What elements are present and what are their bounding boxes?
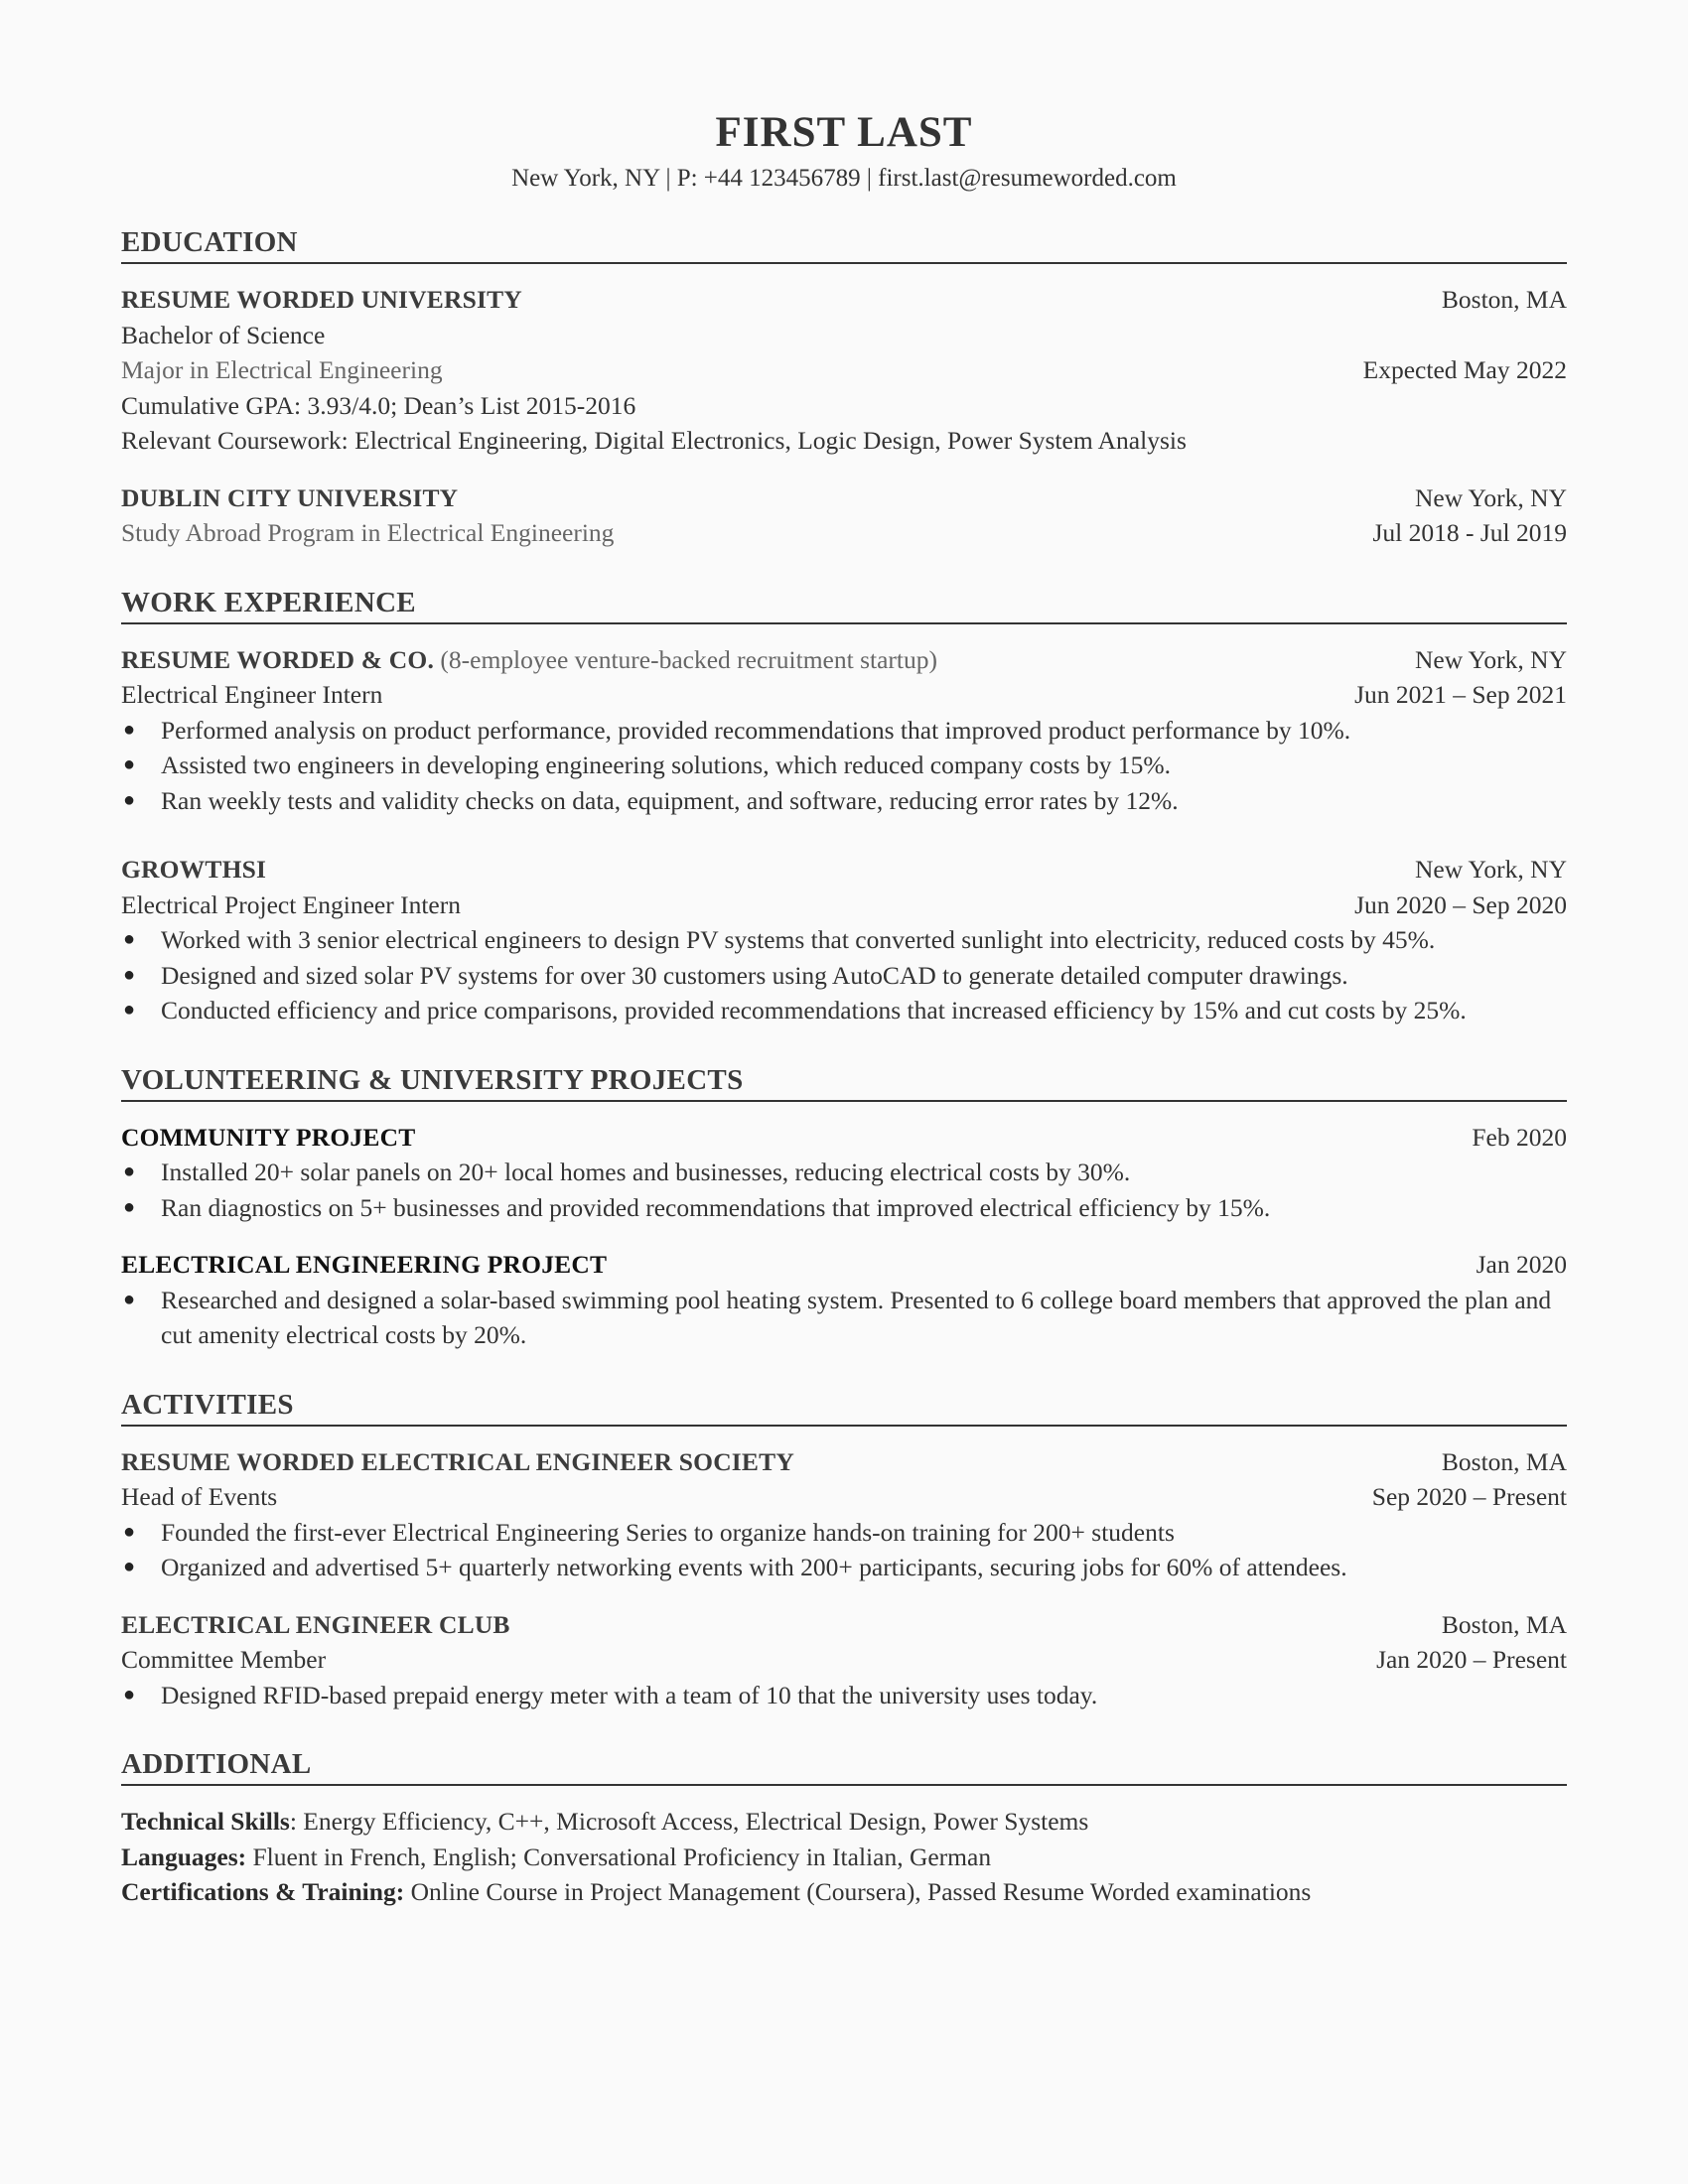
activity-dates: Sep 2020 – Present: [1371, 1482, 1567, 1511]
languages-text: Fluent in French, English; Conversational Proficiency in Italian, German: [252, 1842, 992, 1871]
activity-role: Head of Events: [121, 1482, 278, 1511]
section-title-volunteering: VOLUNTEERING & UNIVERSITY PROJECTS: [121, 1062, 1567, 1102]
languages: [121, 1840, 1567, 1875]
bullet-list: [121, 1155, 1567, 1225]
additional-section: [121, 1746, 1567, 1910]
company-location: New York, NY: [1414, 855, 1567, 884]
bullet-item: ● Performed analysis on product performance, provided recommendations that improved product performance by 10%.: [121, 713, 1567, 749]
activity-org: ELECTRICAL ENGINEER CLUB: [121, 1609, 510, 1639]
bullet-item: ● Organized and advertised 5+ quarterly networking events with 200+ participants, securing jobs for 60% of attendees.: [121, 1550, 1567, 1585]
bullet-item: ● Ran weekly tests and validity checks on data, equipment, and software, reducing error rates by 12%.: [121, 783, 1567, 819]
bullet-list: [121, 922, 1567, 1028]
bullet-item: ● Designed RFID-based prepaid energy meter with a team of 10 that the university uses today.: [121, 1678, 1567, 1713]
degree: Bachelor of Science: [121, 320, 326, 349]
project-date: Jan 2020: [1476, 1250, 1567, 1279]
certifications-text: Online Course in Project Management (Coursera), Passed Resume Worded examinations: [410, 1877, 1312, 1906]
education-section: [121, 224, 1567, 551]
bullet-list: [121, 1515, 1567, 1585]
major: Major in Electrical Engineering: [121, 355, 443, 384]
bullet-item: ● Installed 20+ solar panels on 20+ local homes and businesses, reducing electrical costs by 30%.: [121, 1155, 1567, 1190]
school-name: DUBLIN CITY UNIVERSITY: [121, 482, 459, 512]
company-description: (8-employee venture-backed recruitment startup): [440, 644, 937, 674]
bullet-list: [121, 1283, 1567, 1353]
languages-label: Languages:: [121, 1842, 247, 1871]
project-date: Feb 2020: [1472, 1122, 1567, 1152]
bullet-list: [121, 1678, 1567, 1713]
bullet-list: [121, 713, 1567, 819]
section-title-education: EDUCATION: [121, 224, 1567, 264]
technical-skills: Technical Skills: Energy Efficiency, C++, Microsoft Access, Electrical Design, Power Systems: [121, 1807, 1089, 1836]
section-title-work: WORK EXPERIENCE: [121, 585, 1567, 624]
bullet-item: ● Designed and sized solar PV systems for over 30 customers using AutoCAD to generate detailed computer drawings.: [121, 958, 1567, 994]
project-entry: [121, 1247, 1567, 1353]
education-entry: [121, 282, 1567, 459]
company-location: New York, NY: [1414, 644, 1567, 674]
activity-location: Boston, MA: [1441, 1609, 1567, 1639]
work-section: [121, 585, 1567, 1028]
bullet-item: ● Researched and designed a solar-based swimming pool heating system. Presented to 6 college board members that approved the plan and cut amenity electrical costs by 20%.: [121, 1283, 1567, 1353]
work-entry: [121, 642, 1567, 819]
company-name: GROWTHSI: [121, 855, 267, 884]
bullet-item: ● Assisted two engineers in developing engineering solutions, which reduced company costs by 15%.: [121, 748, 1567, 783]
technical-skills-label: Technical Skills: [121, 1807, 290, 1836]
bullet-item: ● Conducted efficiency and price comparisons, provided recommendations that increased efficiency by 15% and cut costs by 25%.: [121, 993, 1567, 1028]
volunteering-section: [121, 1062, 1567, 1353]
job-dates: Jun 2020 – Sep 2020: [1354, 889, 1567, 919]
section-title-additional: ADDITIONAL: [121, 1746, 1567, 1786]
school-location: Boston, MA: [1441, 285, 1567, 314]
school-name: RESUME WORDED UNIVERSITY: [121, 285, 522, 314]
bullet-item: ● Worked with 3 senior electrical engineers to design PV systems that converted sunlight into electricity, reduced costs by 45%.: [121, 922, 1567, 958]
gpa: Cumulative GPA: 3.93/4.0; Dean’s List 2015-2016: [121, 390, 636, 420]
job-title: Electrical Engineer Intern: [121, 680, 383, 709]
project-entry: [121, 1120, 1567, 1226]
program-dates: Jul 2018 - Jul 2019: [1372, 518, 1567, 547]
certifications: [121, 1874, 1567, 1910]
technical-skills-text: Energy Efficiency, C++, Microsoft Access, Electrical Design, Power Systems: [303, 1807, 1089, 1836]
work-entry: [121, 852, 1567, 1028]
certifications-label: Certifications & Training:: [121, 1877, 405, 1906]
coursework: Relevant Coursework: Electrical Engineering, Digital Electronics, Logic Design, Power System Analysis: [121, 426, 1187, 455]
project-name: COMMUNITY PROJECT: [121, 1122, 416, 1152]
contact-line: New York, NY | P: +44 123456789 | first.last@resumeworded.com: [511, 165, 1177, 192]
education-entry: [121, 480, 1567, 551]
activity-entry: [121, 1607, 1567, 1713]
job-title: Electrical Project Engineer Intern: [121, 889, 461, 919]
section-title-activities: ACTIVITIES: [121, 1387, 1567, 1427]
activity-entry: [121, 1444, 1567, 1585]
activity-dates: Jan 2020 – Present: [1376, 1645, 1567, 1674]
graduation-date: Expected May 2022: [1362, 355, 1567, 384]
project-name: ELECTRICAL ENGINEERING PROJECT: [121, 1250, 608, 1279]
bullet-item: ● Founded the first-ever Electrical Engineering Series to organize hands-on training for 200+ students: [121, 1515, 1567, 1551]
candidate-name: FIRST LAST: [715, 109, 973, 156]
activities-section: [121, 1387, 1567, 1713]
activity-org: RESUME WORDED ELECTRICAL ENGINEER SOCIETY: [121, 1446, 794, 1476]
program: Study Abroad Program in Electrical Engineering: [121, 518, 615, 547]
bullet-item: ● Ran diagnostics on 5+ businesses and provided recommendations that improved electrical efficiency by 15%.: [121, 1190, 1567, 1226]
company-name: RESUME WORDED & CO.: [121, 644, 435, 674]
activity-role: Committee Member: [121, 1645, 327, 1674]
activity-location: Boston, MA: [1441, 1446, 1567, 1476]
job-dates: Jun 2021 – Sep 2021: [1354, 680, 1567, 709]
school-location: New York, NY: [1414, 482, 1567, 512]
